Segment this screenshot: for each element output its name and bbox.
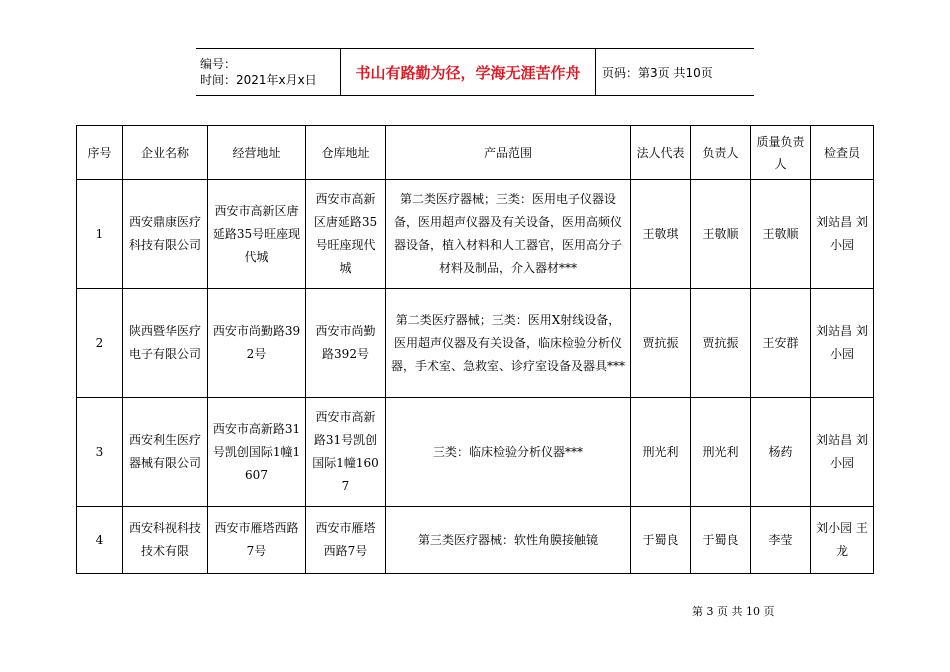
cell-business-address: 西安市尚勤路392号: [208, 289, 306, 398]
cell-legal-rep: 贾抗振: [631, 289, 691, 398]
cell-manager: 贾抗振: [691, 289, 751, 398]
cell-legal-rep: 王敬琪: [631, 180, 691, 289]
cell-company: 陕西暨华医疗电子有限公司: [123, 289, 208, 398]
column-header-no: 序号: [77, 126, 123, 180]
cell-manager: 王敬顺: [691, 180, 751, 289]
cell-no: 4: [77, 507, 123, 574]
column-header-warehouse-address: 仓库地址: [306, 126, 386, 180]
cell-legal-rep: 于蜀良: [631, 507, 691, 574]
table-row: [77, 289, 874, 398]
document-time-label: 时间：2021年x月x日: [200, 73, 317, 87]
header-page-cell: [596, 49, 754, 95]
cell-products: 第二类医疗器械；三类：医用电子仪器设备，医用超声仪器及有关设备，医用高频仪器设备，植入材料和人工器官，医用高分子材料及制品，介入器材***: [386, 180, 631, 289]
enterprise-table: [76, 125, 874, 574]
cell-business-address: 西安市高新路31号凯创国际1幢1607: [208, 398, 306, 507]
cell-no: 1: [77, 180, 123, 289]
cell-company: 西安鼎康医疗科技有限公司: [123, 180, 208, 289]
cell-inspector: 刘小园 王龙: [811, 507, 874, 574]
column-header-quality-manager: 质量负责人: [751, 126, 811, 180]
cell-legal-rep: 刑光利: [631, 398, 691, 507]
cell-quality-manager: 王敬顺: [751, 180, 811, 289]
cell-inspector: 刘站昌 刘小园: [811, 289, 874, 398]
header-motto-cell: [340, 49, 596, 95]
column-header-legal-rep: 法人代表: [631, 126, 691, 180]
header-motto: 书山有路勤为径，学海无涯苦作舟: [355, 63, 581, 82]
cell-company: 西安利生医疗器械有限公司: [123, 398, 208, 507]
table-row: [77, 398, 874, 507]
column-header-inspector: 检查员: [811, 126, 874, 180]
cell-manager: 刑光利: [691, 398, 751, 507]
page-footer: 第 3 页 共 10 页: [692, 605, 775, 618]
column-header-company: 企业名称: [123, 126, 208, 180]
cell-company: 西安科视科技技术有限: [123, 507, 208, 574]
header-meta: [196, 49, 340, 95]
header-page-label: 页码：第3页 共10页: [602, 65, 713, 80]
column-header-business-address: 经营地址: [208, 126, 306, 180]
cell-inspector: 刘站昌 刘小园: [811, 180, 874, 289]
cell-business-address: 西安市高新区唐延路35号旺座现代城: [208, 180, 306, 289]
cell-no: 3: [77, 398, 123, 507]
table-row: [77, 180, 874, 289]
table-row: [77, 507, 874, 574]
cell-products: 第三类医疗器械：软性角膜接触镜: [386, 507, 631, 574]
cell-business-address: 西安市雁塔西路7号: [208, 507, 306, 574]
cell-inspector: 刘站昌 刘小园: [811, 398, 874, 507]
column-header-manager: 负责人: [691, 126, 751, 180]
page-header: [196, 48, 754, 96]
cell-quality-manager: 李莹: [751, 507, 811, 574]
column-header-products: 产品范围: [386, 126, 631, 180]
cell-products: 三类：临床检验分析仪器***: [386, 398, 631, 507]
cell-products: 第二类医疗器械；三类：医用X射线设备，医用超声仪器及有关设备，临床检验分析仪器，手术室、急救室、诊疗室设备及器具***: [386, 289, 631, 398]
cell-warehouse-address: 西安市高新路31号凯创国际1幢1607: [306, 398, 386, 507]
cell-no: 2: [77, 289, 123, 398]
cell-warehouse-address: 西安市雁塔西路7号: [306, 507, 386, 574]
document-number-label: 编号：: [200, 57, 237, 71]
table-header-row: [77, 126, 874, 180]
cell-manager: 于蜀良: [691, 507, 751, 574]
cell-warehouse-address: 西安市高新区唐延路35号旺座现代城: [306, 180, 386, 289]
cell-quality-manager: 王安群: [751, 289, 811, 398]
cell-warehouse-address: 西安市尚勤路392号: [306, 289, 386, 398]
cell-quality-manager: 杨药: [751, 398, 811, 507]
